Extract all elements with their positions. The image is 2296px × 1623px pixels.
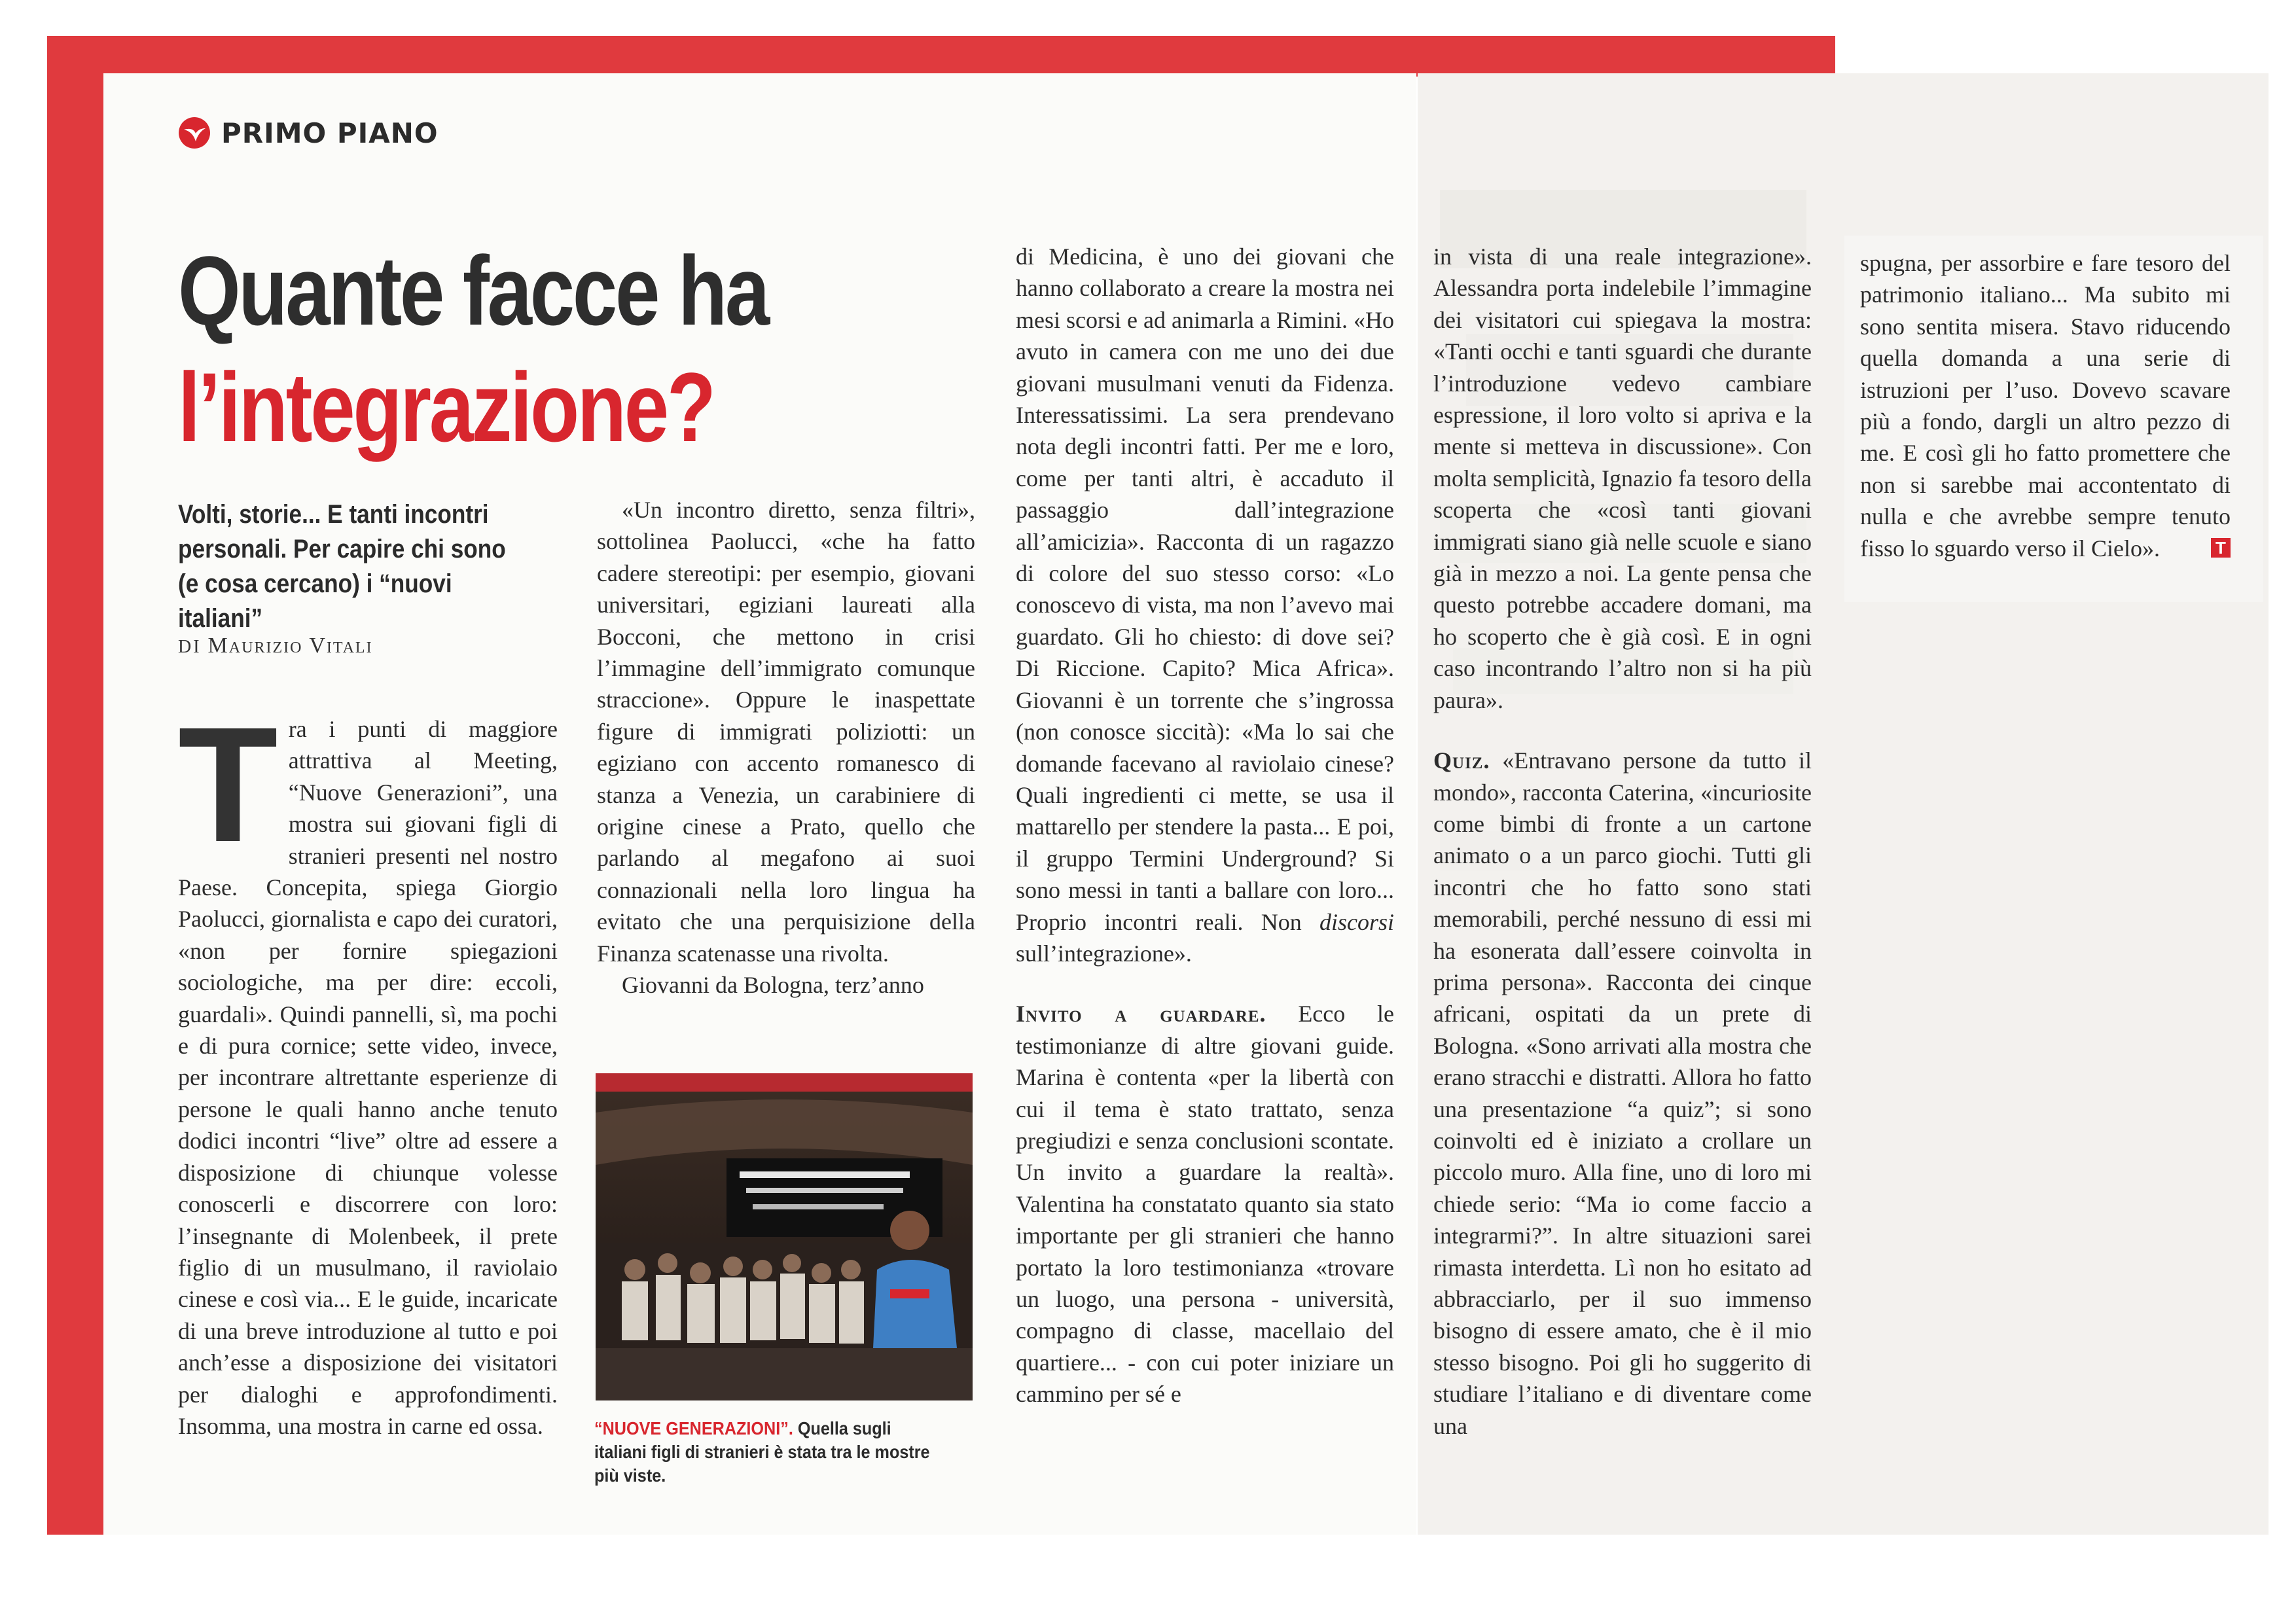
title-line-1: Quante facce ha — [178, 236, 768, 346]
dropcap: T — [178, 693, 278, 876]
exhibition-photo — [596, 1073, 973, 1400]
standfirst: Volti, storie... E tanti incontri personali. Per capire chi sono (e cosa cercano) i “nuovi italiani” — [178, 500, 506, 633]
photo-caption — [594, 1417, 948, 1488]
title-line-2: l’integrazione? — [178, 352, 714, 462]
end-mark-icon: T — [2211, 538, 2231, 558]
article-title — [178, 232, 768, 465]
swallow-logo-icon — [178, 116, 211, 149]
byline-prefix: DI — [178, 637, 202, 657]
col3-emphasis: discorsi — [1319, 908, 1394, 935]
col3-paragraph-2 — [1016, 998, 1394, 1410]
byline-author: Maurizio Vitali — [207, 633, 373, 658]
top-red-border — [47, 36, 1835, 77]
left-red-border — [47, 36, 103, 1535]
photo-illustration — [596, 1073, 973, 1400]
col5-text: spugna, per assorbire e fare tesoro del patrimonio italiano... Ma subito mi sono sentita misera. Stavo riducendo quella domanda a una serie di istruzioni per l’uso. Dovevo scavare più a fondo, dargli un altro pezzo di me. E così gli ho fatto promettere che non si sarebbe mai accontentato di nulla e che avrebbe sempre tenuto fisso lo sguardo verso il Cielo». — [1860, 250, 2231, 562]
col2-paragraph-2: Giovanni da Bologna, terz’anno — [622, 972, 924, 999]
col3-paragraph-1 — [1016, 241, 1394, 969]
col4-text: «Entravano persone da tutto il mondo», racconta Caterina, «incuriosite come bimbi di fronte a un cartone animato o a un parco giochi. Tutti gli incontri che ho fatto sono stati memorabili, perché nessuno di essi mi ha esonerata dall’essere coinvolta in prima persona». Racconta dei cinque africani, ospitati da un prete di Bologna. «Sono arrivati alla mostra che erano stracchi e distratti. Allora ho fatto una presentazione “a quiz”; si sono coinvolti ed è iniziato a crollare un piccolo muro. Alla fine, uno di loro mi chiede serio: “Ma io come faccio a integrarmi?”. In altre situazioni sarei rimasta interdetta. Lì non ho esitato ad abbracciarlo, per il suo immenso bisogno di essere amato, che è il mio stesso bisogno. Poi gli ho suggerito di studiare l’italiano e di diventare come una — [1433, 747, 1812, 1439]
col3-text-c: Ecco le testimonianze di altre giovani guide. Marina è contenta «per la libertà con cui il tema è stato trattato, senza pregiudizi e senza conclusioni scontate. Un invito a guardare la realtà». Valentina ha constatato quanto sia stato importante per gli stranieri che hanno portato la loro testimonianza «trovare un luogo, una persona - università, compagno di classe, macellaio del quartiere... - con cui poter iniziare un cammino per sé e — [1016, 1001, 1394, 1408]
byline — [178, 633, 373, 658]
caption-highlight: “NUOVE GENERAZIONI”. — [594, 1418, 793, 1438]
col3-text-b: sull’integrazione». — [1016, 940, 1192, 967]
caption-text: Quella sugli italiani figli di stranieri è stata tra le mostre più viste. — [594, 1418, 930, 1486]
col4-paragraph-2 — [1433, 745, 1812, 1442]
col4-paragraph-1: in vista di una reale integrazione». Alessandra porta indelebile l’immagine dei visitatori cui spiegava la mostra: «Tanti occhi e tanti sguardi che durante l’introduzione vedevo cambiare espressione, il loro volto si apriva e la mente si metteva in discussione». Con molta semplicità, Ignazio fa tesoro della scoperta che «così tanti giovani immigrati siano già nelle scuole e siano già in mezzo a noi. La gente pensa che questo potrebbe accadere domani, ma ho scoperto che è già così. E in ogni caso incontrando l’altro non si ha più paura». — [1433, 243, 1812, 713]
section-label-text: PRIMO PIANO — [221, 116, 439, 149]
column-4 — [1433, 241, 1812, 1442]
section-label — [178, 116, 439, 149]
col1-text: ra i punti di maggiore attrattiva al Meeting, “Nuove Generazioni”, una mostra sui giovani figli di stranieri presenti nel nostro Paese. Concepita, spiega Giorgio Paolucci, giornalista e capo dei curatori, «non per fornire spiegazioni sociologiche, ma per dire: eccoli, guardali». Quindi pannelli, sì, ma pochi e di pura cornice; sette video, invece, per incontrare altrettante esperienze di persone le quali hanno anche tenuto dodici incontri “live” oltre ad essere a disposizione di chiunque volesse conoscerli e discorrere con loro: l’insegnante di Molenbeek, il prete figlio di un musulmano, il raviolaio cinese e così via... E le guide, incaricate di una breve introduzione al tutto e poi anch’esse a disposizione dei visitatori per dialoghi e approfondimenti. Insomma, una mostra in carne ed ossa. — [178, 716, 558, 1439]
col3-text-a: di Medicina, è uno dei giovani che hanno collaborato a creare la mostra nei mesi scorsi e ad animarla a Rimini. «Ho avuto in camera con me uno dei due giovani musulmani venuti da Fidenza. Interessatissimi. La sera prendevano nota degli incontri fatti. Per me e loro, come per tanti altri, è accaduto il passaggio dall’integrazione all’amicizia». Racconta di un ragazzo di colore del suo stesso corso: «Lo conoscevo di vista, ma non l’avevo mai guardato. Gli ho chiesto: di dove sei? Di Riccione. Capito? Mica Africa». Giovanni è un torrente che s’ingrossa (non conosce siccità): «Ma lo sai che domande facevano al raviolaio cinese? Quali ingredienti ci mette, se usa il mattarello per stendere la pasta... E poi, il gruppo Termini Underground? Si sono messi in tanti a ballare con loro... Proprio incontri reali. Non — [1016, 243, 1394, 935]
photo-top-strip — [596, 1073, 973, 1092]
col2-paragraph-1: «Un incontro diretto, senza filtri», sottolinea Paolucci, «che ha fatto cadere stereotipi: per esempio, giovani universitari, egiziani laureati alla Bocconi, che mettono in crisi l’immagine dell’immigrato comunque straccione». Oppure le inaspettate figure di immigrati poliziotti: un egiziano con accento romanesco di stanza a Venezia, un carabiniere di origine cinese a Prato, quello che parlando al megafono ai suoi connazionali nella loro lingua ha evitato che una perquisizione della Finanza scatenasse una rivolta. — [597, 497, 975, 967]
column-3 — [1016, 241, 1394, 1410]
col3-subhead: Invito a guardare. — [1016, 1001, 1266, 1027]
col4-subhead: Quiz. — [1433, 747, 1490, 774]
col5-paragraph — [1860, 247, 2231, 564]
column-5 — [1860, 247, 2231, 564]
column-1 — [178, 693, 558, 1442]
column-2 — [597, 494, 975, 1001]
col1-paragraph — [178, 693, 558, 1442]
